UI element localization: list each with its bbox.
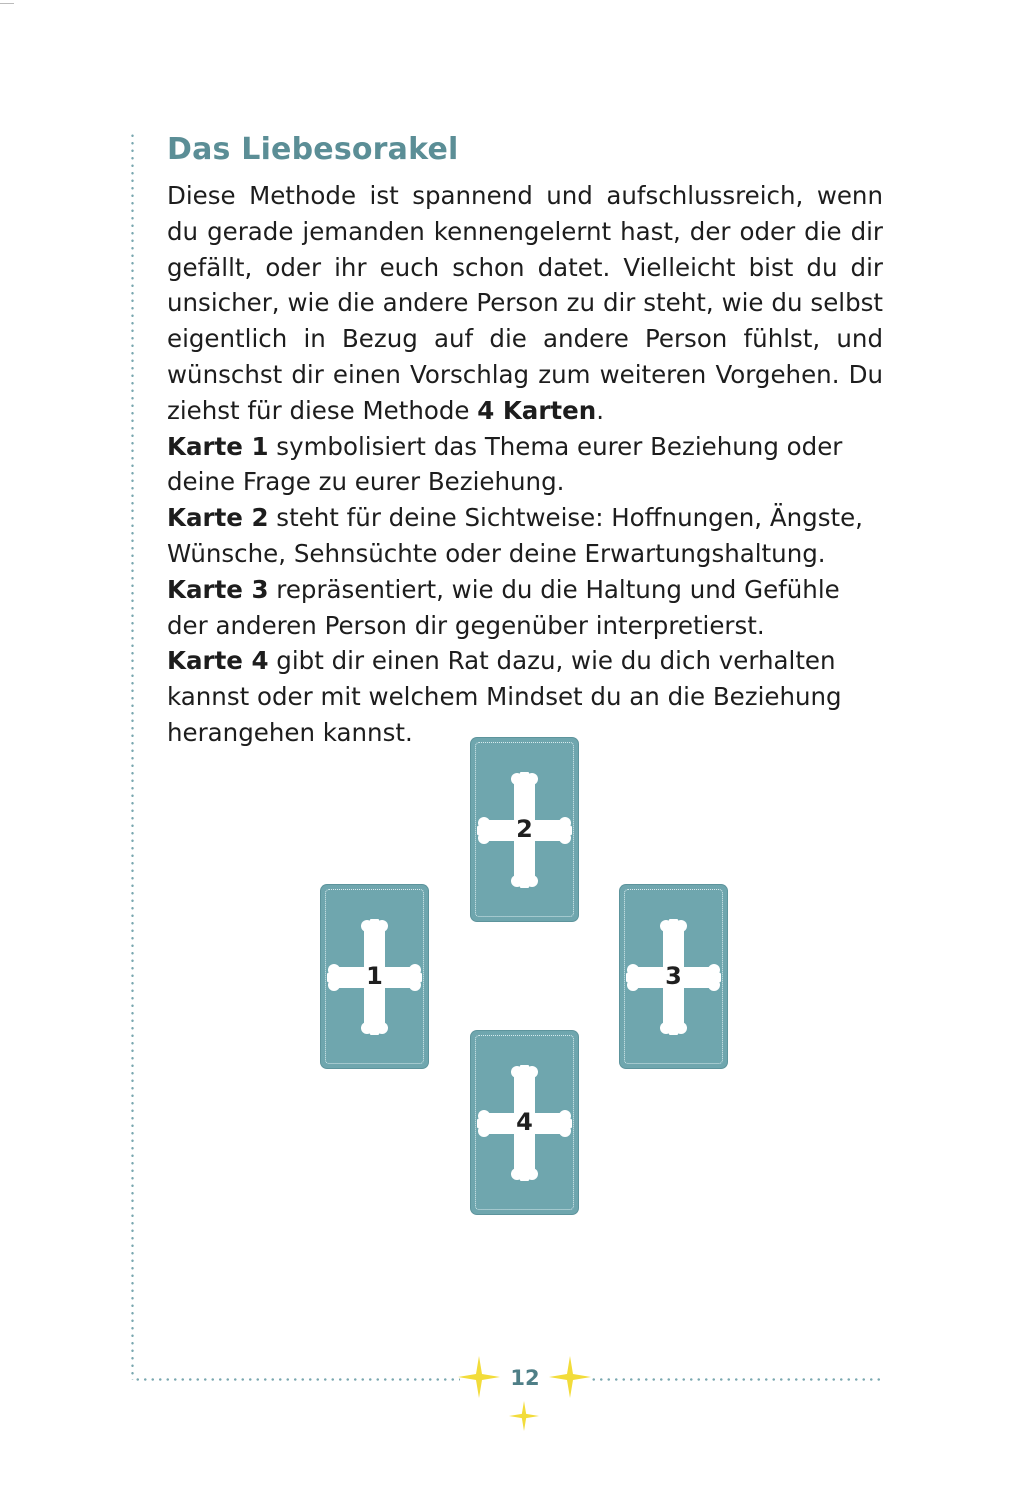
spread-card-3 xyxy=(620,885,727,1068)
card-text: gibt dir einen Rat dazu, wie du dich verhalten kannst oder mit welchem Mindset du an die Beziehung herangehen kannst. xyxy=(167,646,842,747)
card-label: Karte 2 xyxy=(167,503,269,533)
spread-card-4 xyxy=(471,1031,578,1214)
page-number: 12 xyxy=(510,1366,540,1390)
card-text: symbolisiert das Thema eurer Beziehung oder deine Frage zu eurer Beziehung. xyxy=(167,431,843,497)
card-text: steht für deine Sichtweise: Hoffnungen, Ängste, Wünsche, Sehnsüchte oder deine Erwartungshaltung. xyxy=(167,503,863,568)
star-icon xyxy=(549,1356,591,1398)
card-description-2 xyxy=(167,500,883,572)
card-label: Karte 1 xyxy=(167,431,269,461)
dotted-border-bottom-left xyxy=(134,1378,460,1381)
intro-paragraph xyxy=(167,178,883,429)
card-label: Karte 4 xyxy=(167,646,269,676)
star-icon xyxy=(458,1356,500,1398)
card-description-4 xyxy=(167,643,883,750)
dotted-border-bottom-right xyxy=(590,1378,882,1381)
card-text: repräsentiert, wie du die Haltung und Gefühle der anderen Person dir gegenüber interpretierst. xyxy=(167,574,840,640)
card-label: Karte 3 xyxy=(167,574,269,604)
card-number: 3 xyxy=(665,962,682,990)
spread-card-1 xyxy=(321,885,428,1068)
crop-mark xyxy=(0,3,14,4)
intro-end: . xyxy=(596,395,604,425)
card-description-3 xyxy=(167,572,883,644)
intro-bold: 4 Karten xyxy=(477,395,597,425)
dotted-border-vertical xyxy=(131,132,134,1380)
card-description-1 xyxy=(167,429,883,501)
page-title: Das Liebesorakel xyxy=(167,132,459,167)
card-number: 4 xyxy=(516,1108,533,1136)
card-number: 2 xyxy=(516,815,533,843)
body-text xyxy=(167,178,883,751)
card-number: 1 xyxy=(366,962,383,990)
intro-text: Diese Methode ist spannend und aufschlussreich, wenn du gerade jemanden kennengelernt hast, der oder die dir gefällt, oder ihr euch schon datet. Vielleicht bist du dir unsicher, wie die andere Person zu dir steht, wie du selbst eigentlich in Bezug auf die andere Person fühlst, und wünschst dir einen Vorschlag zum weiteren Vorgehen. Du ziehst für diese Methode xyxy=(167,181,883,425)
spread-card-2 xyxy=(471,738,578,921)
star-icon xyxy=(509,1401,539,1431)
